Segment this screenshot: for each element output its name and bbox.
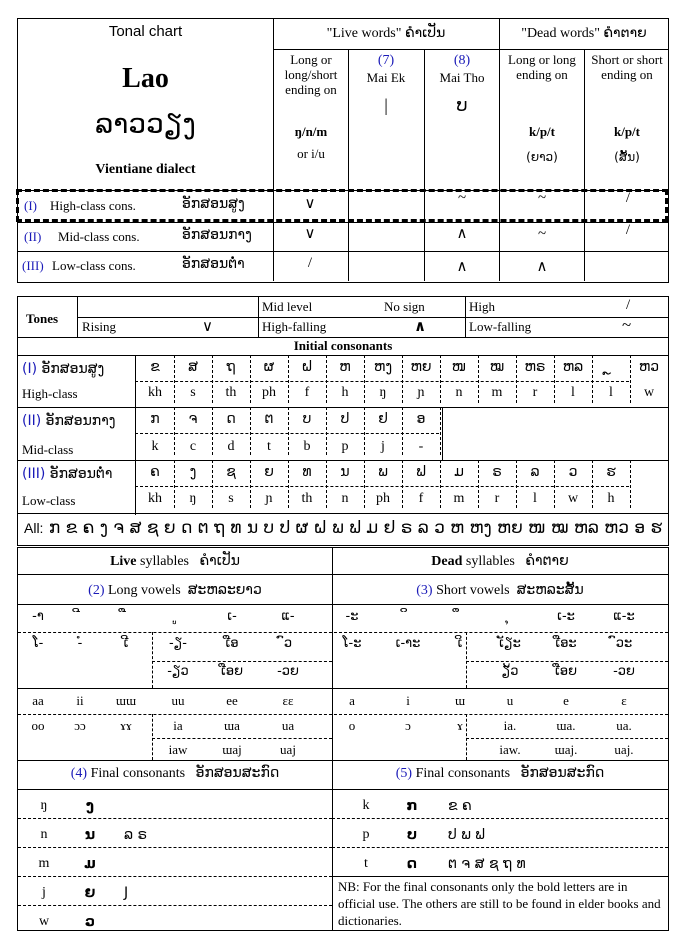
mai-ek-name: Mai Ek: [366, 70, 406, 85]
live-syllables: Live syllables ຄຳເປັນ: [110, 553, 240, 569]
vowel-symbol: ເິ: [457, 636, 463, 651]
tones-table: Tones Mid level No sign High / Rising ∨ High-falling ∧ Low-falling ~ Initial consonants (I) ອັກສອນສູງ High-class (II) ອັກສອນກາງ Mid-class (III) ອັກສອນຕ່ຳ Low-class ຂ kh ສ s ຖ th ຜ ph ຝ f ຫ h ຫງ ŋ ຫຍ ɲ ໜ n ໝ m ຫຣ r ຫລ l l ຫວ w ກ k ຈ c ດ d ຕ t ບ b ປ p ຢ j ອ - ຄ kh ງ ŋ ຊ s ຍ ɲ ທ th ນ n ພ ph ຟ f ມ m ຣ r ລ l ວ w ຮ h All: ກ ຂ ຄ ງ ຈ ສ ຊ ຍ ດ ຕ ຖ ທ ນ ບ ປ ຜ ຝ ພ ຟ ມ ຢ ຣ ລ ວ ຫ ຫງ ຫຍ ໜ ໝ ຫລ ຫວ ອ ຮ: [17, 296, 669, 546]
consonant-letter: ລ: [530, 464, 540, 480]
consonant-roman: f: [418, 491, 424, 506]
mid-class-label: (II) ອັກສອນກາງ: [22, 413, 116, 429]
vowel-roman: ia: [173, 718, 183, 733]
consonant-roman: t: [267, 439, 271, 454]
final-right-title: (5) Final consonants ອັກສອນສະກົດ: [395, 765, 605, 781]
final-letter: ກ: [406, 798, 418, 814]
vowel-roman: ii: [76, 693, 84, 708]
dialect: Vientiane dialect: [95, 162, 196, 177]
consonant-roman: l: [571, 385, 575, 400]
tone-row-high: (I) High-class cons. ອັກສອນສູງ ∨ ~ ~ /: [24, 190, 631, 213]
consonant-letter: ປ: [340, 411, 350, 427]
vowel-roman: ɤ: [457, 718, 463, 733]
vowel-roman: ɔɔ: [74, 718, 86, 733]
vowel-roman: ɯ: [454, 693, 466, 708]
high-class-label: (I) ອັກສອນສູງ: [22, 361, 105, 377]
final-roman: n: [40, 827, 48, 842]
consonant-roman: kh: [148, 385, 162, 400]
col-long-final: ŋ/n/m: [294, 124, 328, 139]
vowel-symbol: ໂ-ະ: [342, 636, 362, 651]
consonant-roman: th: [301, 491, 313, 506]
vowel-roman: e: [563, 693, 569, 708]
consonant-letter: [592, 359, 630, 375]
consonant-letter: ຫ: [339, 359, 351, 375]
consonant-letter: ຂ: [150, 359, 160, 375]
final-letter: ງ: [86, 798, 94, 814]
vowel-roman: i: [406, 693, 410, 708]
consonant-letter: ອ: [416, 411, 426, 427]
tone-row-low: (III) Low-class cons. ອັກສອນຕ່ຳ / ∧ ∧: [22, 255, 548, 275]
vowel-symbol: ແ-ະ: [613, 609, 635, 624]
vowel-symbol: -ຽວ: [167, 664, 189, 679]
live-words-header: "Live words" ຄຳເປັນ: [326, 26, 446, 41]
vowel-symbol: ໂ-: [32, 636, 44, 651]
vowel-symbol: [386, 609, 430, 624]
col-long-or: or i/u: [297, 146, 325, 161]
vowel-roman: ee: [226, 693, 238, 708]
final-letter: ຍ: [84, 885, 96, 901]
vowel-roman: ɯɯ: [115, 693, 137, 708]
language-name: Lao: [122, 63, 169, 94]
vowel-symbol: ເືອະ: [555, 636, 577, 651]
consonant-letter: ງ: [189, 464, 197, 480]
consonant-letter: ຖ: [226, 359, 236, 375]
consonant-letter: ຊ: [226, 464, 236, 480]
final-letter: ດ: [407, 856, 417, 872]
tone-highfalling: High-falling: [262, 319, 327, 334]
consonant-roman: n: [455, 385, 463, 400]
consonant-letter: ຝ: [301, 359, 313, 375]
consonant-roman: l: [609, 385, 613, 400]
col-dead-long-lao: (ຍາວ): [526, 150, 558, 164]
col-long-header: Long or long/short ending on: [284, 52, 338, 97]
consonant-roman: ŋ: [379, 385, 387, 400]
vowel-symbol: [58, 609, 102, 624]
vowel-roman: ua: [281, 718, 295, 733]
vowel-symbol: -ຽ-: [168, 636, 187, 651]
dead-words-header: "Dead words" ຄຳຕາຍ: [521, 26, 647, 41]
consonant-letter: ໜ: [451, 359, 467, 375]
vowel-symbol: ແ-: [281, 609, 295, 624]
dead-syllables: Dead syllables ຄຳຕາຍ: [431, 553, 569, 569]
consonant-roman: kh: [148, 491, 162, 506]
language-name-lao: ລາວວຽງ: [95, 107, 196, 140]
consonant-letter: ບ: [302, 411, 312, 427]
final-letter: ນ: [84, 827, 96, 843]
vowel-symbol: -ວຍ: [613, 664, 635, 679]
consonant-roman: f: [304, 385, 310, 400]
tone-rising: Rising: [82, 319, 116, 334]
vowel-symbol: ເ-ະ: [557, 609, 575, 624]
consonant-letter: ຫລ: [562, 359, 584, 375]
final-roman: m: [38, 856, 50, 871]
consonant-roman: ph: [262, 385, 276, 400]
vowel-roman: εε: [282, 693, 294, 708]
final-others: ລ ຣ: [124, 827, 148, 843]
final-others: ຂ ຄ: [448, 798, 472, 814]
consonant-letter: ຢ: [378, 411, 388, 427]
vowel-symbol: -ະ: [345, 609, 359, 624]
tonal-chart: [17, 18, 669, 283]
vowel-symbol: ຽ້ວ: [501, 664, 519, 679]
consonant-letter: ຕ: [264, 411, 274, 427]
tone-highfalling-mark: ∧: [414, 319, 427, 335]
mai-ek-num: (7): [377, 53, 395, 68]
consonant-roman: h: [341, 385, 349, 400]
consonant-letter: ຈ: [188, 411, 198, 427]
mai-tho-mark: ບ: [456, 95, 468, 115]
final-others: ປ ພ ຟ: [448, 827, 485, 843]
vowel-symbol: [488, 609, 532, 624]
consonant-roman: r: [494, 491, 500, 506]
vowel-symbol: ເັຽະ: [499, 636, 521, 651]
consonant-roman: s: [228, 491, 234, 506]
vowel-roman: ia.: [503, 718, 517, 733]
vowel-roman: ɤɤ: [120, 718, 132, 733]
vowels-finals: [17, 547, 669, 931]
consonant-roman: th: [225, 385, 237, 400]
consonant-roman: ɲ: [417, 385, 425, 400]
vowel-symbol: [438, 609, 482, 624]
vowel-symbol: [156, 609, 200, 624]
final-roman: ŋ: [40, 798, 48, 813]
consonant-letter: ນ: [340, 464, 350, 480]
consonant-letter: ຍ: [264, 464, 274, 480]
consonant-roman: m: [491, 385, 503, 400]
consonant-letter: ຫງ: [373, 359, 393, 375]
vowel-roman: o: [348, 718, 356, 733]
consonant-letter: ດ: [226, 411, 236, 427]
vowel-symbol: -ວຍ: [277, 664, 299, 679]
consonant-letter: ຮ: [606, 464, 616, 480]
consonant-letter: ພ: [378, 464, 388, 480]
col-dead-short-header: Short or short ending on: [591, 52, 663, 82]
consonant-roman: s: [190, 385, 196, 400]
consonant-letter: ຟ: [416, 464, 426, 480]
consonant-letter: ຫຣ: [524, 359, 546, 375]
tone-mid: Mid level: [262, 299, 313, 314]
vowel-symbol: ເືອ: [225, 636, 239, 651]
col-dead-long-header: Long or long ending on: [508, 52, 576, 82]
final-left-title: (4) Final consonants ອັກສອນສະກົດ: [70, 765, 280, 781]
consonant-roman: d: [227, 439, 235, 454]
consonant-roman: b: [303, 439, 311, 454]
col-dead-short-final: k/p/t: [613, 124, 640, 139]
consonant-roman: ph: [376, 491, 390, 506]
consonant-letter: ຄ: [150, 464, 160, 480]
vowel-symbol: ເ-າະ: [395, 636, 421, 651]
consonant-letter: ຣ: [492, 464, 502, 480]
vowel-roman: uaj: [280, 742, 296, 757]
final-letter: ວ: [85, 914, 95, 930]
vowel-symbol: [104, 609, 148, 624]
col-dead-long-final: k/p/t: [528, 124, 555, 139]
consonant-roman: j: [381, 439, 385, 454]
tone-nosign: No sign: [384, 299, 425, 314]
vowel-roman: aa: [32, 693, 44, 708]
final-roman: w: [38, 914, 50, 929]
consonant-roman: k: [151, 439, 159, 454]
short-vowels-title: (3) Short vowels ສະຫລະສັ້ນ: [416, 582, 584, 598]
final-others: J: [124, 885, 129, 901]
final-letter: ມ: [84, 856, 96, 872]
vowel-roman: ua.: [616, 718, 632, 733]
vowel-roman: ɔ: [405, 718, 411, 733]
final-letter: ບ: [406, 827, 418, 843]
mai-ek-mark: |: [384, 95, 388, 115]
tone-high-mark: /: [626, 297, 631, 313]
vowel-roman: ɯaj: [222, 742, 242, 757]
tone-rising-mark: ∨: [202, 319, 213, 335]
consonant-roman: w: [643, 385, 655, 400]
tone-lowfalling: Low-falling: [469, 319, 532, 334]
consonant-letter: ຜ: [263, 359, 275, 375]
final-roman: t: [364, 856, 368, 871]
vowel-roman: oo: [31, 718, 45, 733]
consonant-roman: -: [418, 439, 424, 454]
consonant-letter: ທ: [302, 464, 312, 480]
consonant-roman: h: [607, 491, 615, 506]
vowel-roman: iaw: [168, 742, 188, 757]
consonant-roman: r: [532, 385, 538, 400]
consonant-roman: ɲ: [265, 491, 273, 506]
long-vowels-title: (2) Long vowels ສະຫລະຍາວ: [88, 582, 262, 598]
col-dead-short-lao: (ສັ້ນ): [614, 150, 640, 164]
tone-high: High: [469, 299, 495, 314]
consonant-roman: l: [533, 491, 537, 506]
tone-lowfalling-mark: ~: [622, 315, 632, 334]
vowel-roman: ɯa: [224, 718, 240, 733]
vowel-roman: u: [506, 693, 514, 708]
consonant-letter: ໝ: [489, 359, 505, 375]
consonant-roman: ŋ: [189, 491, 197, 506]
vowel-roman: ɯa.: [556, 718, 576, 733]
final-roman: p: [362, 827, 370, 842]
initial-consonants-title: Initial consonants: [293, 338, 393, 353]
consonant-roman: c: [189, 439, 197, 454]
all-consonants: All: ກ ຂ ຄ ງ ຈ ສ ຊ ຍ ດ ຕ ຖ ທ ນ ບ ປ ຜ ຝ ພ ຟ ມ ຢ ຣ ລ ວ ຫ ຫງ ຫຍ ໜ ໝ ຫລ ຫວ ອ ຮ: [24, 518, 663, 538]
tones-label: Tones: [26, 311, 59, 326]
consonant-roman: n: [341, 491, 349, 506]
consonant-letter: ກ: [150, 411, 160, 427]
mai-tho-name: Mai Tho: [439, 70, 485, 85]
vowel-symbol: -າ: [32, 609, 44, 624]
vowel-roman: uaj.: [614, 742, 634, 757]
vowel-symbol: ເືອຍ: [554, 664, 578, 679]
vowel-symbol: -ໍ: [77, 636, 83, 651]
vowel-roman: ε: [621, 693, 627, 708]
chart-title: Tonal chart: [108, 23, 183, 40]
vowel-symbol: ົວ: [283, 636, 293, 651]
consonant-roman: m: [453, 491, 465, 506]
vowel-symbol: ເ-: [227, 609, 237, 624]
consonant-roman: w: [567, 491, 579, 506]
consonant-letter: ສ: [188, 359, 198, 375]
vowel-roman: ɯaj.: [554, 742, 578, 757]
consonant-letter: ມ: [454, 464, 464, 480]
consonant-letter: ຫຍ: [410, 359, 432, 375]
vowel-roman: a: [349, 693, 355, 708]
low-class-label: (III) ອັກສອນຕ່ຳ: [22, 466, 113, 482]
consonant-letter: ຫວ: [638, 359, 660, 375]
vowel-symbol: ເີ: [123, 636, 129, 651]
final-roman: j: [42, 885, 46, 900]
consonant-letter: ວ: [568, 464, 578, 480]
vowel-symbol: ົວະ: [615, 636, 633, 651]
vowel-roman: uu: [171, 693, 185, 708]
vowel-symbol: ເືອຍ: [220, 664, 244, 679]
mai-tho-num: (8): [453, 53, 471, 68]
consonant-roman: p: [341, 439, 349, 454]
tone-row-mid: (II) Mid-class cons. ອັກສອນກາງ ∨ ∧ ~ /: [24, 222, 631, 244]
vowel-roman: iaw.: [499, 742, 521, 757]
final-roman: k: [362, 798, 370, 813]
note: NB: For the final consonants only the bold letters are in official use. The others are still to be found in elder books and dictionaries.: [338, 879, 661, 928]
final-others: ຕ ຈ ສ ຊ ຖ ທ: [448, 856, 526, 872]
